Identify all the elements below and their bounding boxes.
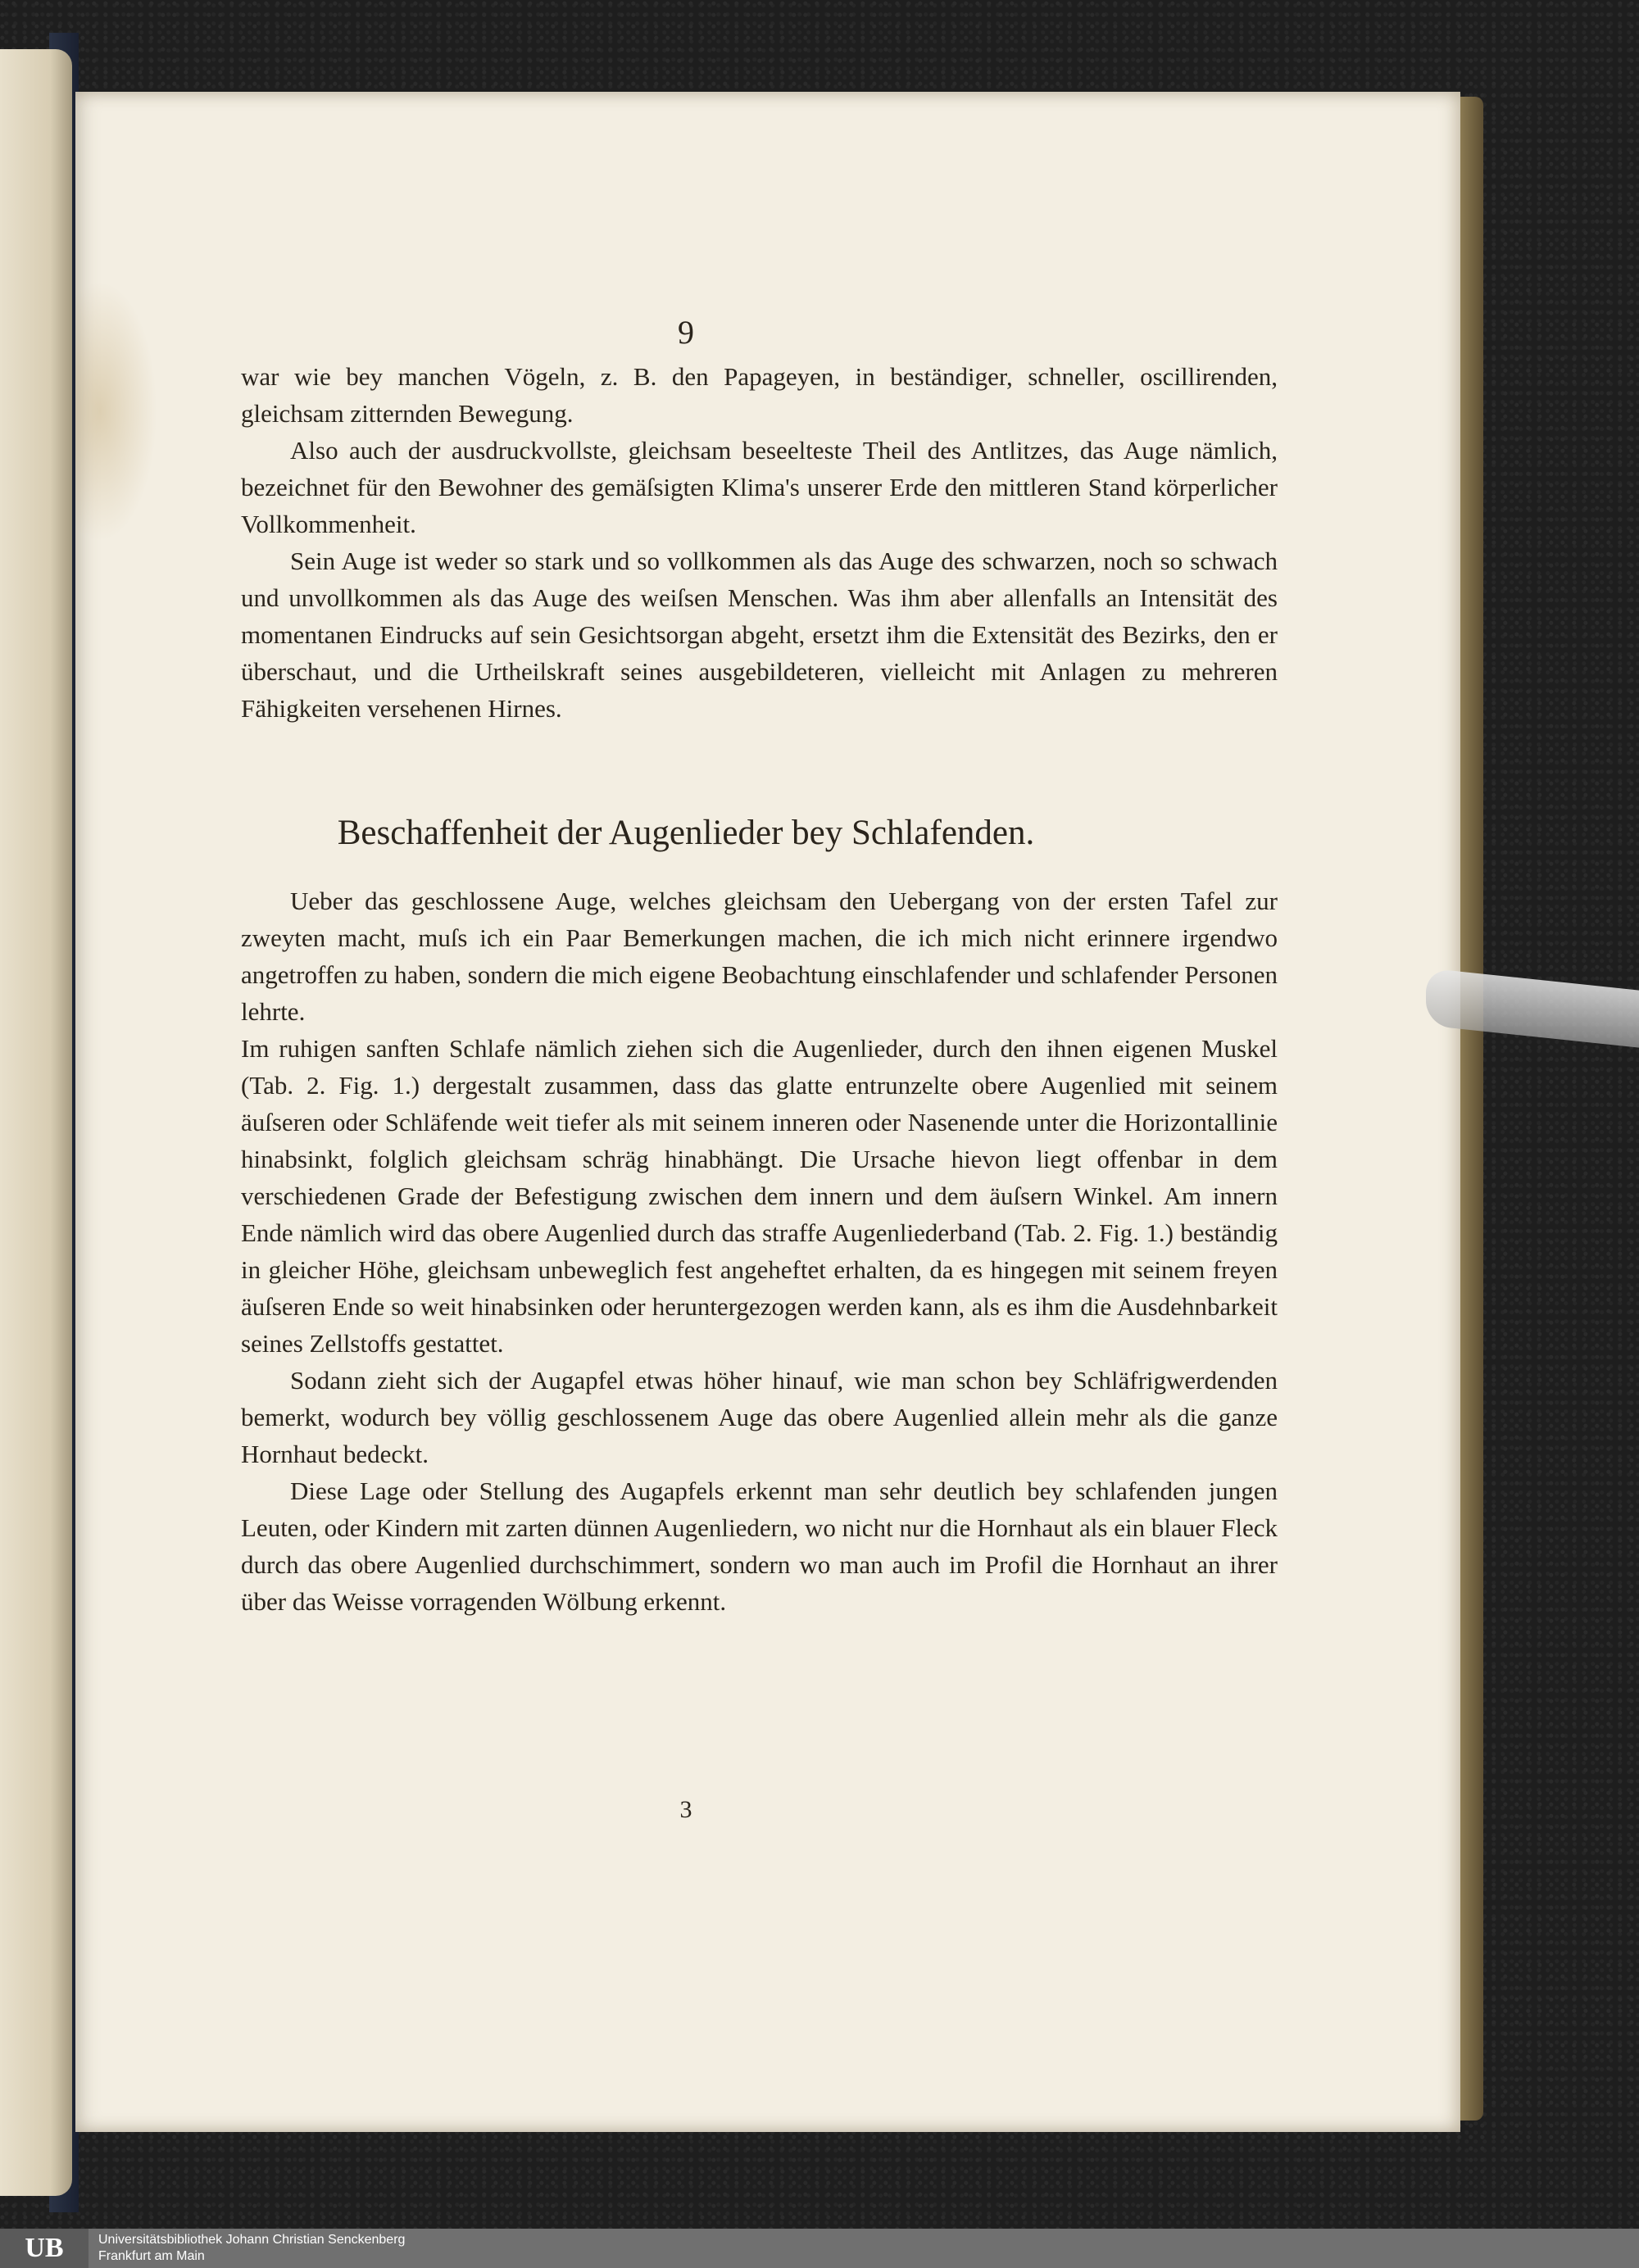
page-number: 9 — [678, 314, 694, 351]
signature-mark: 3 — [679, 1796, 692, 1823]
paragraph: Sein Auge ist weder so stark und so vollkommen als das Auge des schwarzen, noch so schwach und unvollkommen als das Auge des weiſsen Menschen. Was ihm aber allenfalls an Intensität des momentanen Eindrucks auf sein Gesichtsorgan abgeht, ersetzt ihm die Extensität des Bezirks, den er überschaut, und die Urtheilskraft seines ausgebildeteren, vielleicht mit Anlagen zu mehreren Fähigkeiten versehenen Hirnes. — [241, 547, 1278, 723]
library-footer — [0, 2229, 1639, 2268]
library-name — [98, 2232, 405, 2265]
paragraph: Also auch der ausdruckvollste, gleichsam beseelteste Theil des Antlitzes, das Auge nämlich, bezeichnet für den Bewohner des gemäſsigten Klima's unserer Erde den mittleren Stand körperlicher Vollkommenheit. — [241, 436, 1278, 538]
section-heading: Beschaffenheit der Augenlieder bey Schlafenden. — [337, 814, 1035, 852]
left-page-edge — [0, 49, 72, 2196]
paragraph: war wie bey manchen Vögeln, z. B. den Papageyen, in beständiger, schneller, oscillirenden, gleichsam zitternden Bewegung. — [241, 362, 1278, 428]
library-logo: UB — [0, 2229, 89, 2268]
book-page — [75, 92, 1460, 2132]
paragraph: Diese Lage oder Stellung des Augapfels erkennt man sehr deutlich bey schlafenden jungen Leuten, oder Kindern mit zarten dünnen Augenliedern, wo nicht nur die Hornhaut als ein blauer Fleck durch das obere Augenlied durchschimmert, sondern wo man auch im Profil die Hornhaut an ihrer über das Weisse vorragenden Wölbung erkennt. — [241, 1476, 1278, 1616]
library-name-line2: Frankfurt am Main — [98, 2249, 205, 2263]
text-block-top — [241, 358, 1278, 727]
paragraph: Sodann zieht sich der Augapfel etwas höher hinauf, wie man schon bey Schläfrigwerdenden bemerkt, wodurch bey völlig geschlossenem Auge das obere Augenlied allein mehr als die ganze Hornhaut bedeckt. — [241, 1366, 1278, 1468]
paragraph: Ueber das geschlossene Auge, welches gleichsam den Uebergang von der ersten Tafel zur zweyten macht, muſs ich ein Paar Bemerkungen machen, die ich mich nicht erinnere irgendwo angetroffen zu haben, sondern die mich eigene Beobachtung einschlafender und schlafender Personen lehrte. — [241, 887, 1278, 1026]
paragraph: Im ruhigen sanften Schlafe nämlich ziehen sich die Augenlieder, durch den ihnen eigenen Muskel (Tab. 2. Fig. 1.) dergestalt zusammen, dass das glatte entrunzelte obere Augenlied mit seinem äuſseren oder Schläfende weit tiefer als mit seinem inneren oder Nasenende unter die Horizontallinie hinabsinkt, folglich gleichsam schräg hinabhängt. Die Ursache hievon liegt offenbar in dem verschiedenen Grade der Befestigung zwischen dem innern und dem äuſsern Winkel. Am innern Ende nämlich wird das obere Augenlied durch das straffe Augenliederband (Tab. 2. Fig. 1.) beständig in gleicher Höhe, gleichsam unbeweglich fest angeheftet erhalten, da es hingegen mit seinem freyen äuſseren Ende so weit hinabsinken oder heruntergezogen werden kann, als es ihm die Ausdehnbarkeit seines Zellstoffs gestattet. — [241, 1034, 1278, 1358]
library-name-line1: Universitätsbibliothek Johann Christian Senckenberg — [98, 2233, 406, 2247]
text-block-bottom — [241, 882, 1278, 1620]
